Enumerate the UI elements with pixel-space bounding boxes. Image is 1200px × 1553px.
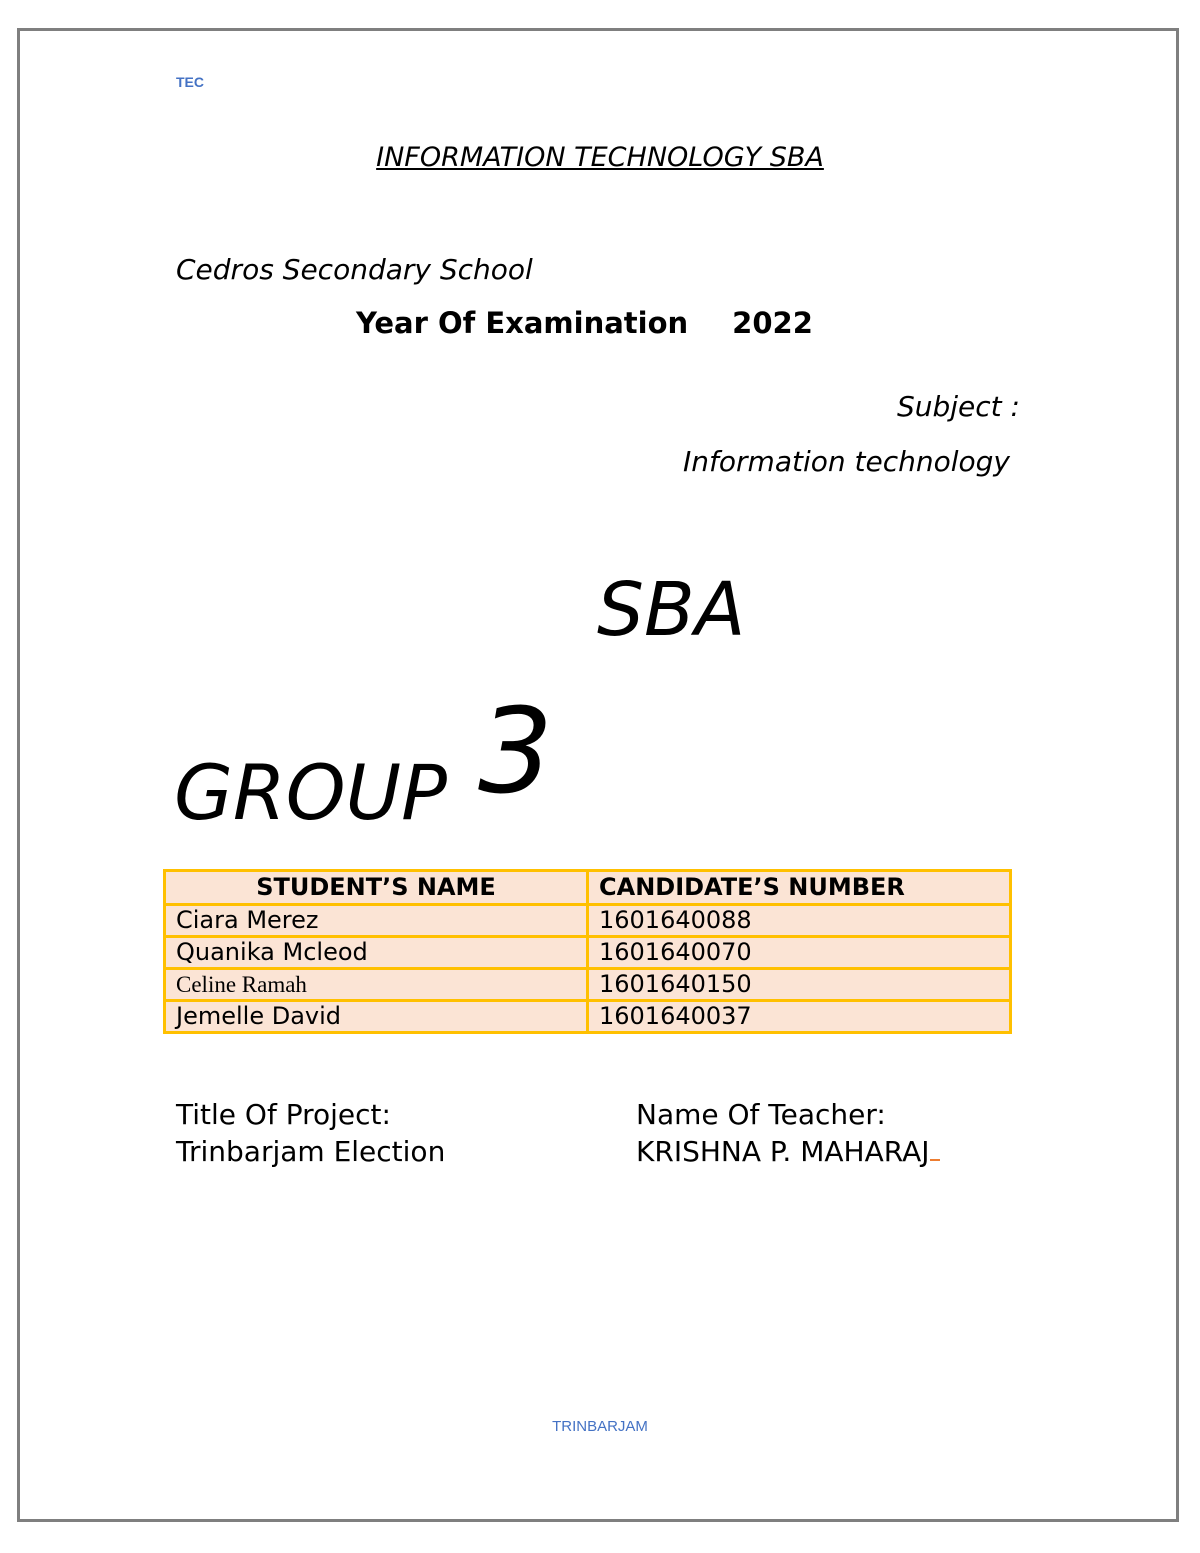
teacher-label: Name Of Teacher:: [636, 1098, 886, 1131]
table-row: [165, 905, 1011, 937]
subject-label: Subject :: [896, 390, 1020, 423]
cursor-mark: [930, 1159, 940, 1161]
footer-tag: TRINBARJAM: [552, 1418, 648, 1435]
candidate-number: 1601640088: [588, 905, 1011, 937]
document-title: INFORMATION TECHNOLOGY SBA: [376, 142, 824, 173]
group-heading: GROUP: [174, 748, 447, 837]
student-name: Celine Ramah: [165, 969, 588, 1001]
header-tag: TEC: [176, 74, 204, 90]
subject-value: Information technology: [683, 445, 1010, 478]
group-number: 3: [478, 682, 554, 820]
school-name: Cedros Secondary School: [176, 253, 533, 286]
student-name: Jemelle David: [165, 1001, 588, 1033]
exam-year-value: 2022: [732, 306, 813, 340]
student-name: Quanika Mcleod: [165, 937, 588, 969]
candidate-number: 1601640037: [588, 1001, 1011, 1033]
candidate-number: 1601640150: [588, 969, 1011, 1001]
table-row: [165, 937, 1011, 969]
header-candidate-number: CANDIDATE’S NUMBER: [588, 871, 1011, 905]
table-row: [165, 969, 1011, 1001]
teacher-line: [636, 1135, 940, 1168]
student-name: Ciara Merez: [165, 905, 588, 937]
project-title-label: Title Of Project:: [176, 1098, 391, 1131]
sba-heading: SBA: [597, 567, 746, 653]
exam-year-line: [356, 306, 813, 340]
table-row: [165, 1001, 1011, 1033]
students-table: [163, 869, 1012, 1034]
candidate-number: 1601640070: [588, 937, 1011, 969]
teacher-name: KRISHNA P. MAHARAJ: [636, 1135, 930, 1168]
table-header-row: [165, 871, 1011, 905]
exam-year-label: Year Of Examination: [356, 306, 689, 340]
header-student-name: STUDENT’S NAME: [165, 871, 588, 905]
project-title-value: Trinbarjam Election: [176, 1135, 446, 1168]
